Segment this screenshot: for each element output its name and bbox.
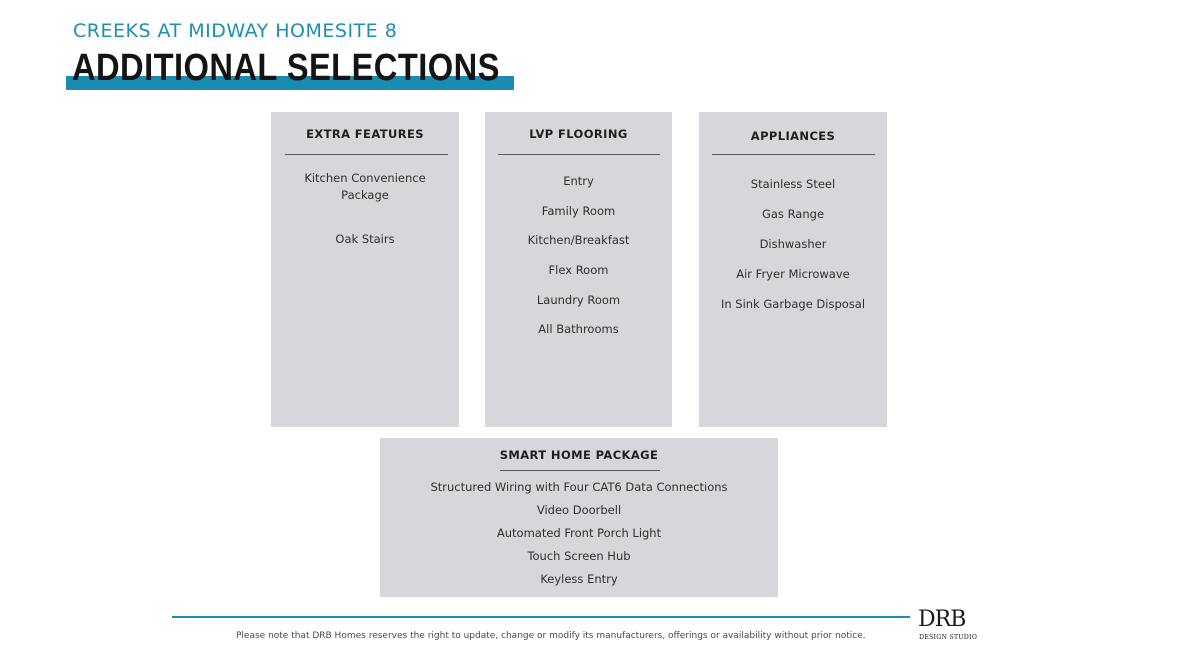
footer-disclaimer: Please note that DRB Homes reserves the right to update, change or modify its manufacturers, offerings or availability without prior notice. — [236, 631, 866, 641]
list-item: Entry — [563, 174, 594, 188]
list-item: Dishwasher — [759, 237, 827, 251]
list-item: Laundry Room — [536, 293, 621, 307]
lvp-flooring-divider — [498, 154, 660, 155]
list-item: Video Doorbell — [536, 503, 622, 517]
appliances-divider — [712, 154, 875, 155]
extra-features-divider — [285, 154, 448, 155]
list-item: Kitchen/Breakfast — [527, 233, 630, 247]
drb-logo — [916, 608, 978, 644]
list-item: Keyless Entry — [540, 572, 618, 586]
lvp-flooring-heading: LVP FLOORING — [529, 127, 628, 141]
list-item: Touch Screen Hub — [527, 549, 631, 563]
logo-subtitle: DESIGN STUDIO — [919, 634, 978, 641]
list-item: All Bathrooms — [538, 322, 619, 336]
extra-features-heading: EXTRA FEATURES — [306, 127, 424, 141]
smart-home-divider — [500, 470, 660, 471]
smart-home-panel — [380, 438, 778, 597]
list-item: In Sink Garbage Disposal — [720, 297, 866, 311]
appliances-panel — [699, 112, 887, 427]
list-item: Gas Range — [761, 207, 825, 221]
smart-home-heading: SMART HOME PACKAGE — [499, 448, 659, 462]
page-subtitle: CREEKS AT MIDWAY HOMESITE 8 — [73, 20, 398, 42]
footer-rule — [172, 616, 910, 618]
list-item: Flex Room — [548, 263, 609, 277]
page-title: ADDITIONAL SELECTIONS — [72, 47, 500, 89]
list-item: Oak Stairs — [335, 232, 395, 246]
list-item: Air Fryer Microwave — [736, 267, 850, 281]
list-item: Kitchen Convenience — [304, 171, 426, 185]
list-item: Stainless Steel — [750, 177, 836, 191]
extra-features-panel — [271, 112, 459, 427]
list-item: Package — [341, 188, 389, 202]
list-item: Family Room — [541, 204, 616, 218]
list-item: Automated Front Porch Light — [496, 526, 662, 540]
appliances-heading: APPLIANCES — [750, 129, 836, 143]
lvp-flooring-panel — [485, 112, 672, 427]
list-item: Structured Wiring with Four CAT6 Data Connections — [430, 480, 728, 494]
logo-mark: DRB — [918, 607, 966, 632]
